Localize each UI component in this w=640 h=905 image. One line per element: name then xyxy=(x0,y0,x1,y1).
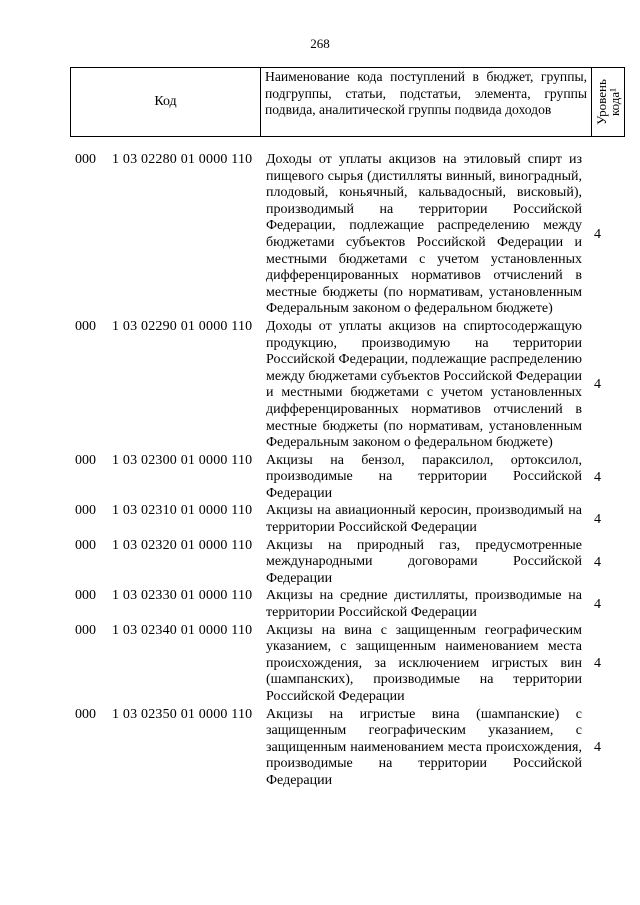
income-code: 1 03 02340 01 0000 110 xyxy=(112,622,253,638)
income-code: 1 03 02300 01 0000 110 xyxy=(112,452,253,468)
income-code: 1 03 02350 01 0000 110 xyxy=(112,706,253,722)
table-row xyxy=(0,453,640,503)
code-level: 4 xyxy=(594,740,601,756)
income-name: Акцизы на игристые вина (шампанские) с защищенным географическим указанием, с защищенным наименованием места происхождения, производимые на территории Российской Федерации xyxy=(266,706,582,788)
income-code: 1 03 02310 01 0000 110 xyxy=(112,503,253,519)
income-name: Акцизы на бензол, параксилол, ортоксилол, производимые на территории Российской Федерации xyxy=(266,452,582,501)
code-level: 4 xyxy=(594,554,601,570)
table-header xyxy=(70,67,625,137)
header-name: Наименование кода поступлений в бюджет, группы, подгруппы, статьи, подстатьи, элемента, группы подвида, аналитической группы подвида доходов xyxy=(261,68,592,137)
admin-code: 000 xyxy=(75,622,96,638)
code-level: 4 xyxy=(594,597,601,613)
code-level: 4 xyxy=(594,656,601,672)
income-name: Акцизы на средние дистилляты, производимые на территории Российской Федерации xyxy=(266,588,582,621)
header-level: Уровень кода¹ xyxy=(594,79,622,125)
table-row xyxy=(0,588,640,621)
page-number: 268 xyxy=(310,36,330,51)
admin-code: 000 xyxy=(75,503,96,519)
income-code: 1 03 02280 01 0000 110 xyxy=(112,152,253,167)
admin-code: 000 xyxy=(75,152,96,167)
table-row xyxy=(0,503,640,536)
code-level: 4 xyxy=(594,377,601,393)
header-level-cell xyxy=(592,68,625,137)
table-row xyxy=(0,707,640,790)
income-name: Акцизы на авиационный керосин, производимый на территории Российской Федерации xyxy=(266,503,582,536)
admin-code: 000 xyxy=(75,318,96,334)
table-row xyxy=(0,623,640,706)
admin-code: 000 xyxy=(75,588,96,604)
income-code: 1 03 02320 01 0000 110 xyxy=(112,537,253,553)
header-code: Код xyxy=(71,68,261,137)
table-row xyxy=(0,152,640,318)
income-name: Доходы от уплаты акцизов на этиловый спирт из пищевого сырья (дистилляты винный, виноградный, плодовый, коньячный, кальвадосный, висковый), производимый на территории Российской Федерации, подлежащие распределению между бюджетами субъектов Российской Федерации и местными бюджетами с учетом установленных дифференцированных нормативов отчислений в местные бюджеты (по нормативам, установленным Федеральным законом о федеральном бюджете) xyxy=(266,152,582,317)
income-name: Доходы от уплаты акцизов на спиртосодержащую продукцию, производимую на территории Российской Федерации, подлежащие распределению между бюджетами субъектов Российской Федерации и местными бюджетами с учетом установленных дифференцированных нормативов отчислений в местные бюджеты (по нормативам, установленным Федеральным законом о федеральном бюджете) xyxy=(266,318,582,451)
table-row xyxy=(0,538,640,588)
admin-code: 000 xyxy=(75,452,96,468)
table-body xyxy=(0,152,640,791)
code-level: 4 xyxy=(594,512,601,528)
code-level: 4 xyxy=(594,226,601,242)
income-name: Акцизы на природный газ, предусмотренные международными договорами Российской Федерации xyxy=(266,537,582,586)
income-code: 1 03 02290 01 0000 110 xyxy=(112,318,253,334)
admin-code: 000 xyxy=(75,706,96,722)
income-name: Акцизы на вина с защищенным географическим указанием, с защищенным наименованием места происхождения, за исключением игристых вин (шампанских), производимые на территории Российской Федерации xyxy=(266,622,582,704)
table-row xyxy=(0,319,640,452)
income-code: 1 03 02330 01 0000 110 xyxy=(112,588,253,604)
code-level: 4 xyxy=(594,469,601,485)
admin-code: 000 xyxy=(75,537,96,553)
